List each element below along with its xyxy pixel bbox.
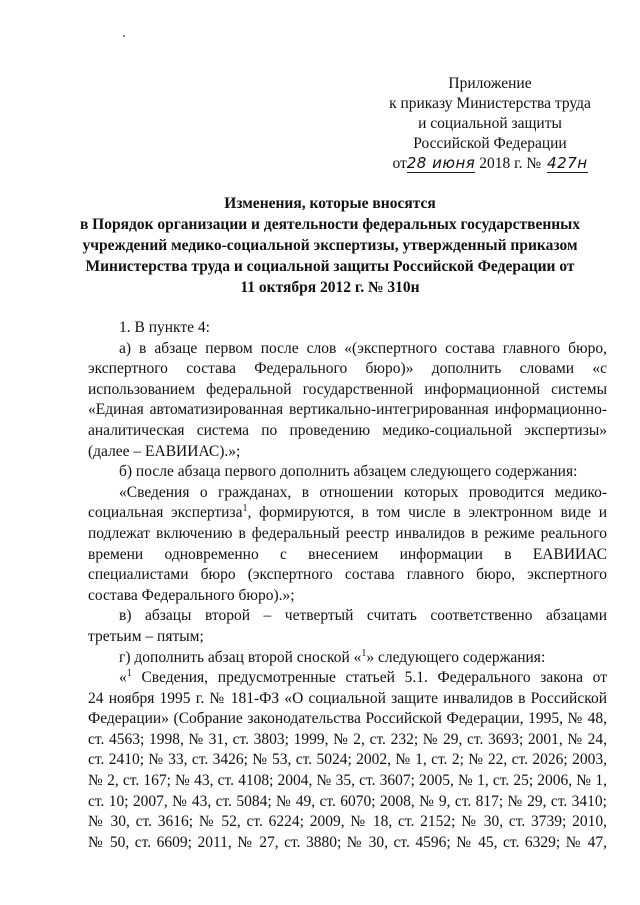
document-title: [70, 193, 590, 298]
body-line: «Единая автоматизированная вертикально-интегрированная информационно-: [88, 401, 607, 419]
body-text: Сведения, предусмотренные статьей 5.1. Федерального закона от: [131, 669, 607, 687]
handwritten-date: 28 июня: [406, 154, 476, 172]
title-line: 11 октября 2012 г. № 310н: [240, 279, 420, 296]
body-line: [88, 503, 607, 524]
body-line: ст. 2410; № 33, ст. 3426; № 53, ст. 5024; 2002, № 1, ст. 2; № 22, ст. 2026; 2003,: [88, 751, 607, 769]
body-text: г) дополнить абзац второй сноской «: [119, 648, 362, 666]
body-text: «: [119, 669, 127, 687]
appendix-line: и социальной защиты: [418, 115, 562, 132]
document-body: [88, 318, 607, 853]
title-line: учреждений медико-социальной экспертизы, утвержденный приказом: [82, 237, 578, 254]
body-line: третьим – пятым;: [88, 627, 204, 645]
handwritten-order-number: 427н: [547, 154, 588, 172]
body-line: использованием федеральной государственной информационной системы: [88, 380, 607, 398]
title-line: Изменения, которые вносятся: [224, 195, 436, 212]
body-line: Федерации» (Собрание законодательства Российской Федерации, 1995, № 48,: [88, 710, 607, 728]
appendix-line: Приложение: [448, 75, 532, 92]
body-line: № 50, ст. 6609; 2011, № 27, ст. 3880; № 30, ст. 4596; № 45, ст. 6329; № 47,: [88, 833, 607, 851]
appendix-header: [360, 74, 620, 174]
body-line: № 30, ст. 3616; № 52, ст. 6224; 2009, № 18, ст. 2152; № 30, ст. 3739; 2010,: [88, 813, 607, 831]
body-line: 1. В пункте 4:: [119, 319, 210, 336]
body-line: 24 ноября 1995 г. № 181-ФЗ «О социальной защите инвалидов в Российской: [88, 689, 607, 707]
body-line: [88, 648, 607, 669]
body-text: социальная экспертиза: [88, 504, 243, 522]
title-line: в Порядок организации и деятельности федеральных государственных: [79, 216, 581, 233]
body-line: состава Федерального бюро).»;: [88, 586, 295, 604]
body-line: ст. 4563; 1998, № 31, ст. 3803; 1999, № 2, ст. 232; № 29, ст. 3693; 2001, № 24,: [88, 730, 607, 748]
footnote-mark: 1: [361, 647, 367, 659]
title-line: Министерства труда и социальной защиты Российской Федерации от: [85, 258, 575, 275]
body-line: экспертного состава Федерального бюро)» дополнить словами «с: [88, 360, 607, 378]
body-line: а) в абзаце первом после слов «(экспертного состава главного бюро,: [119, 339, 607, 357]
appendix-line: к приказу Министерства труда: [389, 95, 591, 112]
body-line: б) после абзаца первого дополнить абзацем следующего содержания:: [119, 463, 578, 481]
order-date-line: [360, 154, 620, 174]
body-text: » следующего содержания:: [366, 648, 546, 666]
footnote-mark: 1: [126, 667, 132, 679]
footnote-mark: 1: [242, 503, 248, 515]
body-line: подлежат включению в федеральный реестр инвалидов в режиме реального: [88, 524, 607, 542]
appendix-line: Российской Федерации: [413, 135, 567, 152]
body-line: № 2, ст. 167; № 43, ст. 4108; 2004, № 35, ст. 3607; 2005, № 1, ст. 25; 2006, № 1,: [88, 772, 607, 790]
body-line: времени одновременно с внесением информации в ЕАВИИАС: [88, 545, 607, 563]
body-line: ст. 10; 2007, № 43, ст. 5084; № 49, ст. 6070; 2008, № 9, ст. 817; № 29, ст. 3410;: [88, 792, 607, 810]
date-prefix: от: [392, 155, 407, 172]
body-text: , формируются, в том числе в электронном виде и: [247, 504, 607, 522]
body-line: [88, 668, 607, 689]
body-line: специалистами бюро (экспертного состава главного бюро, экспертного: [88, 566, 607, 584]
body-line: (далее – ЕАВИИАС).»;: [88, 442, 241, 460]
body-line: «Сведения о гражданах, в отношении которых проводится медико-: [119, 483, 607, 501]
body-line: в) абзацы второй – четвертый считать соответственно абзацами: [119, 607, 607, 625]
date-suffix: 2018 г. №: [479, 155, 542, 172]
scan-speck: [123, 35, 125, 37]
body-line: аналитическая система по проведению медико-социальной экспертизы»: [88, 421, 607, 439]
